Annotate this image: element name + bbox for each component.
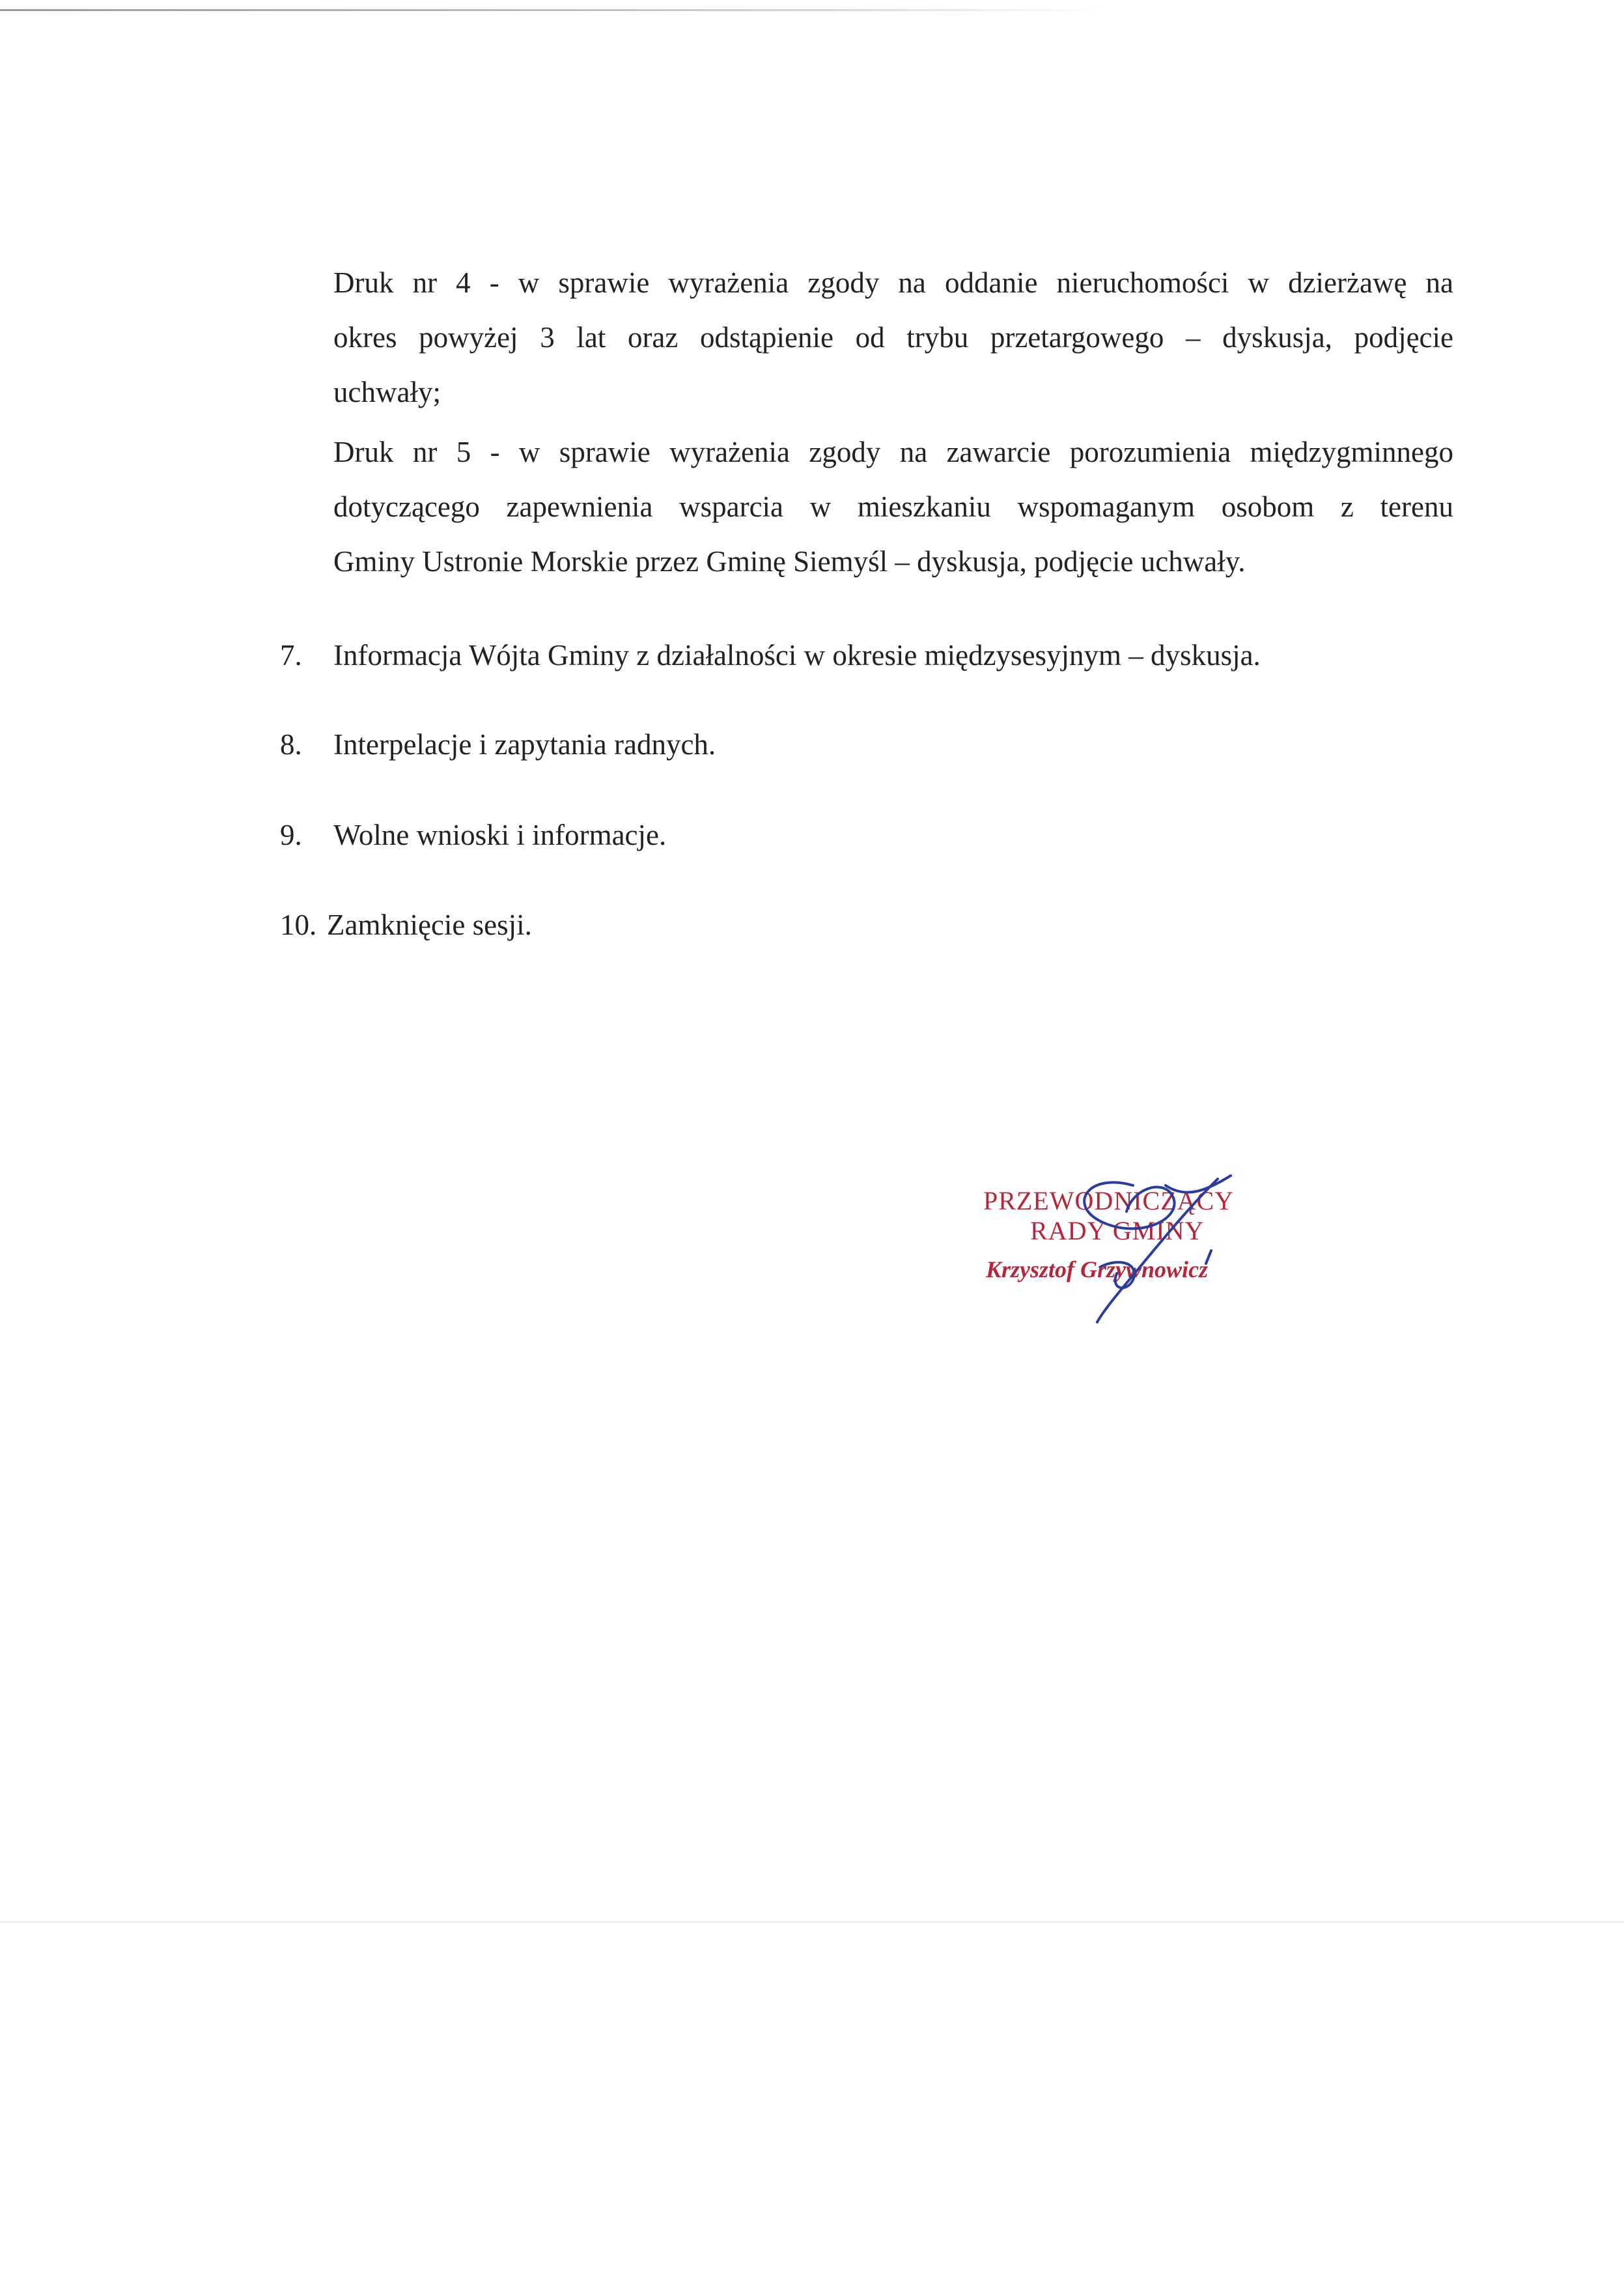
scan-bottom-edge-line — [0, 1921, 1624, 1923]
paragraph-line: okres powyżej 3 lat oraz odstąpienie od trybu przetargowego – dyskusja, podjęcie — [333, 321, 1453, 354]
agenda-item-text: Zamknięcie sesji. — [327, 909, 532, 941]
stamp-name: Krzysztof Grzywnowicz — [986, 1256, 1209, 1282]
scan-top-edge-line — [0, 9, 1107, 11]
paragraph-line: Gminy Ustronie Morskie przez Gminę Siemyśl – dyskusja, podjęcie uchwały. — [333, 545, 1246, 578]
paragraph-druk-5 — [333, 425, 1453, 589]
agenda-item-text: Informacja Wójta Gminy z działalności w okresie międzysesyjnym – dyskusja. — [333, 639, 1261, 672]
agenda-item-number: 7. — [280, 639, 302, 672]
paragraph-line: dotyczącego zapewnienia wsparcia w mieszkaniu wspomaganym osobom z terenu — [333, 490, 1453, 523]
chairman-stamp — [970, 1159, 1283, 1329]
agenda-item-8 — [280, 725, 1517, 764]
paragraph-line: Druk nr 5 - w sprawie wyrażenia zgody na zawarcie porozumienia międzygminnego — [333, 436, 1453, 468]
paragraph-line: uchwały; — [333, 376, 441, 408]
handwritten-signature — [970, 1159, 1283, 1329]
paragraph-line: Druk nr 4 - w sprawie wyrażenia zgody na oddanie nieruchomości w dzierżawę na — [333, 266, 1453, 299]
stamp-title: PRZEWODNICZĄCY — [983, 1186, 1235, 1215]
paragraph-druk-4 — [333, 255, 1453, 419]
stamp-subtitle: RADY GMINY — [1030, 1216, 1205, 1245]
agenda-item-number: 10. — [280, 909, 317, 941]
agenda-item-number: 8. — [280, 728, 302, 761]
agenda-item-10 — [280, 905, 1517, 944]
agenda-item-7 — [280, 636, 1517, 675]
agenda-item-text: Interpelacje i zapytania radnych. — [333, 728, 716, 761]
agenda-item-text: Wolne wnioski i informacje. — [333, 819, 667, 851]
agenda-item-9 — [280, 815, 1517, 855]
agenda-item-number: 9. — [280, 819, 302, 851]
